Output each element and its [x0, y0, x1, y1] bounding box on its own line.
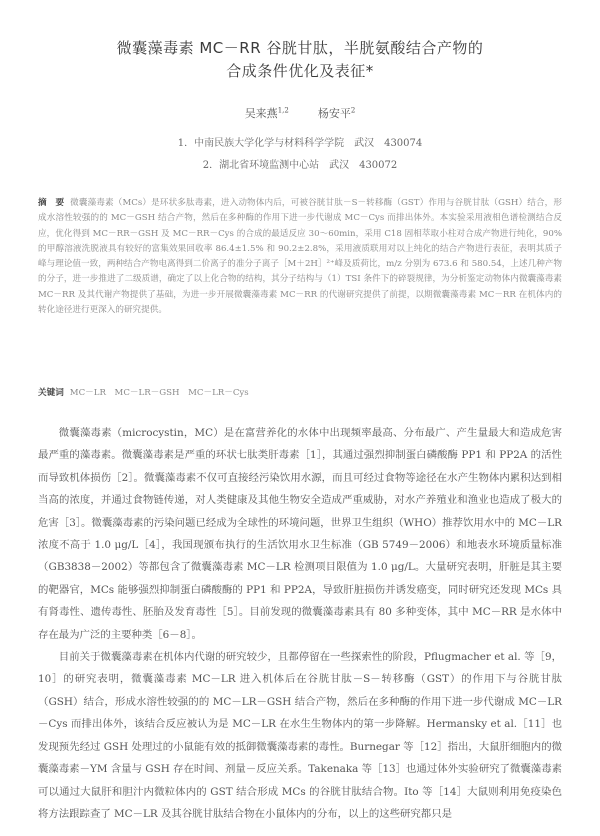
author-list — [0, 105, 600, 121]
body-text — [38, 422, 562, 825]
author-name: 杨安平 — [317, 107, 351, 120]
paper-title-line-2: 合成条件优化及表征* — [226, 62, 374, 80]
keywords-label: 关键词 — [38, 388, 64, 398]
author-affiliation-marker: 2 — [350, 106, 356, 115]
author-affiliation-marker: 1,2 — [277, 106, 289, 115]
affiliation-2: 2．湖北省环境监测中心站 武汉 430072 — [202, 160, 398, 171]
abstract-label: 摘 要 — [38, 198, 65, 208]
author-name: 吴来燕 — [244, 107, 278, 120]
abstract-text: 微囊藻毒素（MCs）是环状多肽毒素，进入动物体内后，可被谷胱甘肽－S－转移酶（GST）作用与谷胱甘肽（GSH）结合，形成水溶性较强的的 MC－GSH 结合产物，然后在多种酶的作用下进一步代谢成 MC－Cys 而排出体外。本实验采用液相色谱检测结合反应，优化得到 MC－RR－GSH 及 MC－RR－Cys 的合成的最适反应 30～60min，采用 C18 固相萃取小柱对合成产物进行纯化，90% 的甲醇溶液洗脱液具有较好的富集效果回收率 86.4±1.5% 和 90.2±2.8%，采用液质联用对以上纯化的结合产物进行表征，表明其质子峰与理论值一致，两种结合产物电离得到二价离子的准分子离子［M＋2H］²⁺峰及质荷比，m/z 分别为 673.6 和 580.54，上述几种产物的分子，进一步推进了二级质谱，确定了以上化合物的结构，其分子结构与（1）TSI 条件下的碎裂规律，为分析鉴定动物体内微囊藻毒素 MC－RR 及其代谢产物提供了基础，为进一步开展微囊藻毒素 MC－RR 的代谢研究提供了前提，以期微囊藻毒素 MC－RR 在机体内的转化途径进行更深入的研究提供。 — [38, 198, 562, 316]
keywords — [38, 386, 562, 398]
abstract — [38, 196, 562, 318]
affiliation-1: 1．中南民族大学化学与材料科学学院 武汉 430074 — [177, 138, 423, 149]
keywords-text: MC－LR MC－LR－GSH MC－LR－Cys — [69, 388, 249, 398]
body-paragraph-1: 微囊藻毒素（microcystin，MC）是在富营养化的水体中出现频率最高、分布最广、产生量最大和造成危害最严重的藻毒素。微囊藻毒素是严重的环状七肽类肝毒素［1］，其通过强烈抑制蛋白磷酸酶 PP1 和 PP2A 的活性而导致机体损伤［2］。微囊藻毒素不仅可直接经污染饮用水源，而且可经过食物等途径在水产生物体内累积达到相当高的浓度，并通过食物链传递，对人类健康及其他生物安全造成严重威胁，对水产养殖业和渔业也造成了极大的危害［3］。微囊藻毒素的污染问题已经成为全球性的环境问题，世界卫生组织（WHO）推荐饮用水中的 MC－LR 浓度不高于 1.0 μg/L［4］，我国现颁布执行的生活饮用水卫生标准（GB 5749－2006）和地表水环境质量标准（GB3838－2002）等都包含了微囊藻毒素 MC－LR 检测项目限值为 1.0 μg/L。大量研究表明，肝脏是其主要的靶器官，MCs 能够强烈抑制蛋白磷酸酶的 PP1 和 PP2A，导致肝脏损伤并诱发癌变，同时研究还发现 MCs 具有肾毒性、遗传毒性、胚胎及发育毒性［5］。目前发现的微囊藻毒素具有 80 多种变体，其中 MC－RR 是水体中存在最为广泛的主要种类［6－8］。 — [38, 427, 562, 641]
body-paragraph-2: 目前关于微囊藻毒素在机体内代谢的研究较少，且都停留在一些探索性的阶段，Pflugmacher et al. 等［9，10］的研究表明，微囊藻毒素 MC－LR 进入机体后在谷胱甘肽－S－转移酶（GST）的作用下与谷胱甘肽（GSH）结合，形成水溶性较强的的 MC－LR－GSH 结合产物，然后在多种酶的作用下进一步代谢成 MC－LR－Cys 而排出体外，该结合反应被认为是 MC－LR 在水生生物体内的第一步降解。Hermansky et al.［11］也发现预先经过 GSH 处理过的小鼠能有效的抵御微囊藻毒素的毒性。Burnegar 等［12］指出，大鼠肝细胞内的微囊藻毒素－YM 含量与 GSH 存在时间、剂量－反应关系。Takenaka 等［13］也通过体外实验研究了微囊藻毒素可以通过大鼠肝和胆汁内微粒体内的 GST 结合形成 MCs 的谷胱甘肽结合物。Ito 等［14］大鼠则利用免疫染色将方法跟踪查了 MC－LR 及其谷胱甘肽结合物在小鼠体内的分布，以上的这些研究都只是 — [38, 651, 562, 820]
paper-title-line-1: 微囊藻毒素 MC－RR 谷胱甘肽，半胱氨酸结合产物的 — [116, 39, 484, 57]
